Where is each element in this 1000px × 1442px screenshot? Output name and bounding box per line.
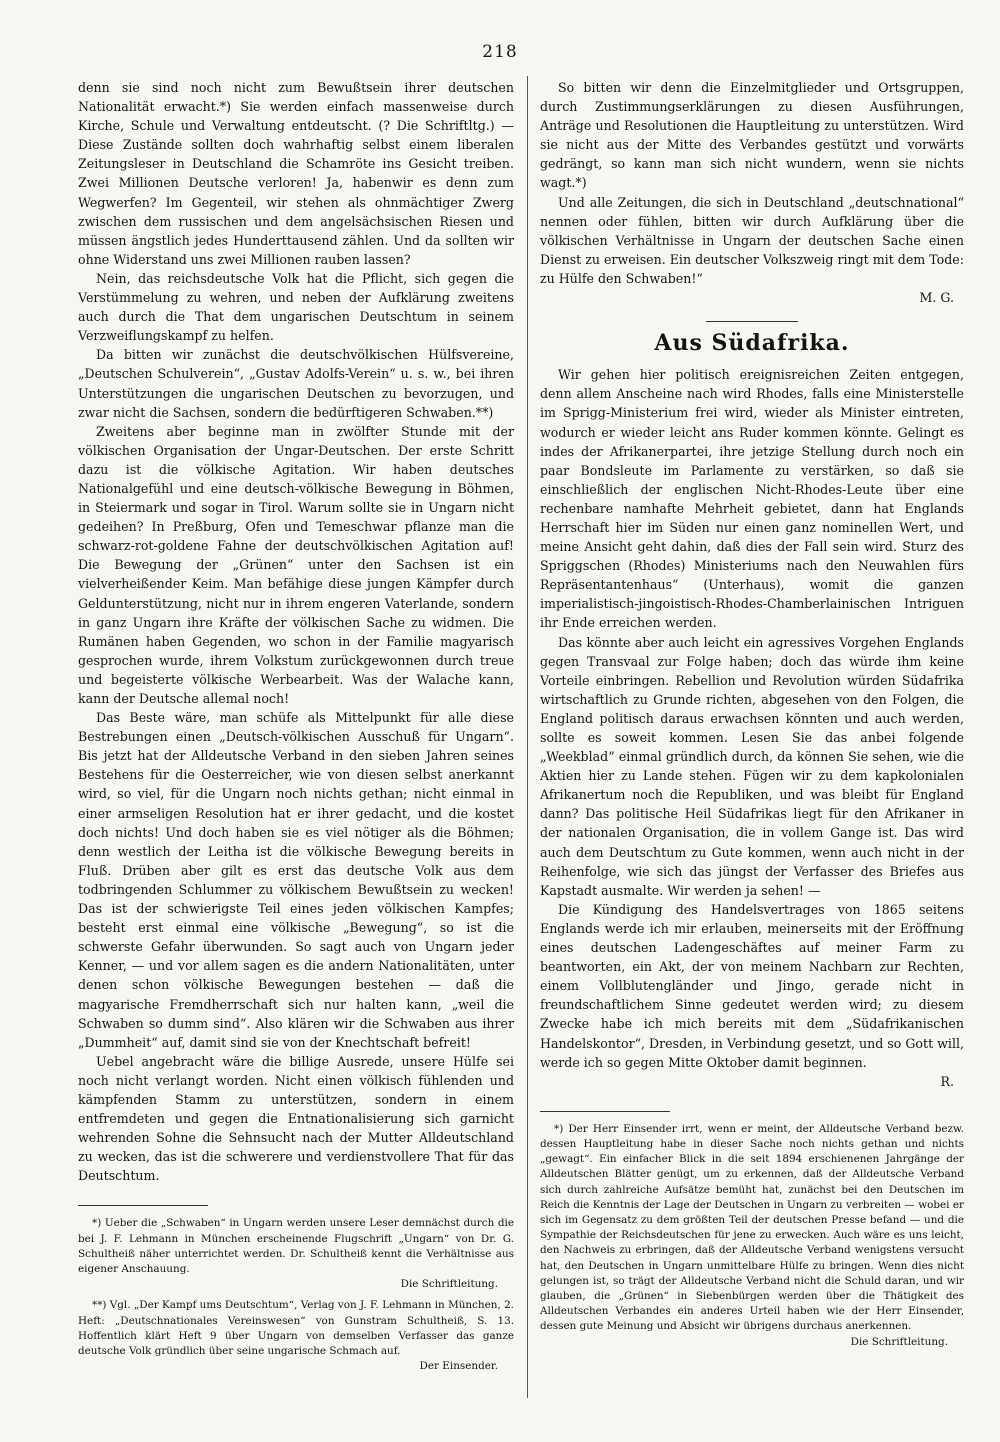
right-paragraph-2: Und alle Zeitungen, die sich in Deutschland „deutschnational“ nennen oder fühlen, bitten wir durch Aufklärung über die völkischen Verhältnisse in Ungarn der deutschen Sache einen Dienst zu erweisen. Ein deutscher Volkszweig ringt mit dem Tode: zu Hülfe den Schwaben!“ bbox=[540, 194, 964, 286]
footnote-hauptleitung bbox=[540, 1122, 964, 1350]
left-paragraph-3: Da bitten wir zunächst die deutschvölkischen Hülfsvereine, „Deutschen Schulverein“, „Gustav Adolfs-Verein“ u. s. w., bei ihren Unterstützungen die ungarischen Deutschen zu bevorzugen, und zwar nicht die Sachsen, sondern die bedürftigeren Schwaben.**) bbox=[78, 347, 514, 420]
article-paragraph-2: Das könnte aber auch leicht ein agressives Vorgehen Englands gegen Transvaal zur Folge haben; doch das würde ihm keine Vorteile einbringen. Rebellion und Revolution würden Südafrika wirtschaftlich zu Grunde richten, abgesehen von den Folgen, die England politisch daraus erwachsen könnten und auch werden, sollte es soweit kommen. Lesen Sie das anbei folgende „Weekblad“ einmal gründlich durch, da können Sie sehen, wie die Aktien hier zu Lande stehen. Fügen wir zu dem kapkolonialen Afrikanertum noch die Republiken, und was bleibt für England dann? Das politische Heil Südafrikas liegt für den Afrikaner in der nationalen Organisation, die in vollem Gange ist. Das wird auch dem Deutschtum zu Gute kommen, wenn auch nicht in der Reihenfolge, wie sich das jüngst der Verfasser des Briefes aus Kapstadt ausmalte. Wir werden ja sehen! — bbox=[540, 634, 964, 898]
footnote-text: *) Ueber die „Schwaben“ in Ungarn werden unsere Leser demnächst durch die bei J. F. Lehmann in München erscheinende Flugschrift „Ungarn“ von Dr. G. Schultheiß näher unterrichtet werden. Dr. Schultheiß kennt die Verhältnisse aus eigener Anschauung. bbox=[78, 1217, 514, 1276]
article-paragraph-3: Die Kündigung des Handelsvertrages von 1865 seitens Englands werde ich mir erlauben, meinerseits mit der Eröffnung eines deutschen Ladengeschäftes auf meiner Farm zu beantworten, ein Akt, der von meinem Nachbarn zur Rechten, einem Vollblutengländer und Jingo, gerade nicht in freundschaftlichem Sinne gedeutet werden wird; zu diesem Zwecke habe ich mich bereits mit dem „Südafrikanischen Handelskontor“, Dresden, in Verbindung gesetzt, und so Gott will, werde ich so gegen Mitte Oktober damit beginnen. bbox=[540, 901, 964, 1070]
right-paragraph-1: So bitten wir denn die Einzelmitglieder und Ortsgruppen, durch Zustimmungserklärungen zu diesen Ausführungen, Anträge und Resolutionen die Hauptleitung zu unterstützen. Wird sie nicht aus der Mitte des Verbandes gestützt und vorwärts gedrängt, so kann man sich nicht wundern, wenn sie nichts wagt.*) bbox=[540, 80, 964, 191]
article-title: Aus Südafrika. bbox=[654, 330, 850, 357]
footnote-signature: Die Schriftleitung. bbox=[850, 1335, 948, 1348]
left-paragraph-1: denn sie sind noch nicht zum Bewußtsein ihrer deutschen Nationalität erwacht.*) Sie werden einfach massenweise durch Kirche, Schule und Verwaltung entdeutscht. (? Die Schriftltg.) — Diese Zustände sollten doch wahrhaftig selbst einem liberalen Zeitungsleser in Deutschland die Schamröte ins Gesicht treiben. Zwei Millionen Deutsche verloren! Ja, habenwir es denn zum Wegwerfen? Im Gegenteil, wir stehen als ohnmächtiger Zwerg zwischen dem russischen und dem angelsächsischen Riesen und müssen ängstlich jedes Hunderttausend zählen. Und da sollten wir ohne Widerstand uns zwei Millionen rauben lassen? bbox=[78, 80, 514, 267]
left-paragraph-4: Zweitens aber beginne man in zwölfter Stunde mit der völkischen Organisation der Ungar-Deutschen. Der erste Schritt dazu ist die völkische Agitation. Wir haben deutsches Nationalgefühl und eine deutsch-völkische Bewegung in Böhmen, in Steiermark und sogar in Tirol. Warum sollte sie in Ungarn nicht gedeihen? In Preßburg, Ofen und Temeschwar pflanze man die schwarz-rot-goldene Fahne der deutschvölkischen Agitation auf! Die Bewegung der „Grünen“ unter den Sachsen ist ein vielverheißender Keim. Man befähige diese jungen Kämpfer durch Geldunterstützung, nicht nur in ihrem engeren Vaterlande, sondern in ganz Ungarn ihre Kräfte der völkischen Sache zu widmen. Die Rumänen haben Gegenden, wo schon in der Familie magyarisch gesprochen wurde, ihrem Volkstum zurückgewonnen durch treue und begeisterte völkische Werbearbeit. Was der Walache kann, kann der Deutsche allemal noch! bbox=[78, 423, 514, 706]
left-column bbox=[78, 78, 514, 1374]
footnote-text: *) Der Herr Einsender irrt, wenn er meint, der Alldeutsche Verband bezw. dessen Hauptleitung habe in dieser Sache noch nichts gethan und nichts „gewagt“. Ein einfacher Blick in die seit 1894 erschienenen Jahrgänge der Alldeutschen Blätter genügt, um zu erkennen, daß der Alldeutsche Verband sich durch zahlreiche Aufsätze bemüht hat, zunächst bei den Deutschen im Reich die Kenntnis der Lage der Deutschen in Ungarn zu verbreiten — wobei er sich im Gegensatz zu dem größten Teil der deutschen Presse befand — und die Sympathie der Reichsdeutschen für jene zu erwecken. Auch wäre es uns leicht, den Nachweis zu erbringen, daß der Alldeutsche Verband wenigstens versucht hat, den Deutschen in Ungarn unmittelbare Hülfe zu bringen. Wenn dies nicht gelungen ist, so trägt der Alldeutsche Verband nicht die Schuld daran, und wir glauben, die „Grünen“ in Siebenbürgen werden über die Thätigkeit des Alldeutschen Verbandes ein anderes Urteil haben wie der Herr Einsender, dessen gute Meinung und Absicht wir übrigens durchaus anerkennen. bbox=[540, 1122, 964, 1333]
footnote-divider bbox=[540, 1111, 670, 1112]
article-signature: R. bbox=[940, 1073, 954, 1089]
left-footnotes bbox=[78, 1205, 514, 1374]
left-paragraph-6: Uebel angebracht wäre die billige Ausrede, unsere Hülfe sei noch nicht verlangt worden. Nicht einen völkisch fühlenden und kämpfenden Stamm zu unterstützen, sondern in einem entfremdeten und gegen die Entnationalisierung sich garnicht wehrenden Sohne die Sehnsucht nach der Mutter Alldeutschland zu wecken, das ist die schwerere und verdienstvollere That für das Deutschtum. bbox=[78, 1053, 514, 1184]
column-divider bbox=[527, 76, 528, 1398]
author-signature: M. G. bbox=[919, 290, 954, 306]
left-paragraph-5: Das Beste wäre, man schüfe als Mittelpunkt für alle diese Bestrebungen einen „Deutsch-völkischen Ausschuß für Ungarn“. Bis jetzt hat der Alldeutsche Verband in den sieben Jahren seines Bestehens für die Oesterreicher, wie von diesen selbst anerkannt wird, so viel, für die Ungarn noch nichts gethan; nicht einmal in einer armseligen Resolution hat er ihrer gedacht, und die kostet doch nichts! Und doch haben sie es viel nötiger als die Böhmen; denn westlich der Leitha ist die völkische Bewegung bereits in Fluß. Drüben aber gilt es erst das deutsche Volk aus dem todbringenden Schlummer zu völkischem Bewußtsein zu wecken! Das ist der schwierigste Teil eines jeden völkischen Kampfes; besteht erst einmal eine völkische „Bewegung“, so ist die schwerste Gefahr überwunden. So sagt auch von Ungarn jeder Kenner, — und vor allem sagen es die andern Nationalitäten, unter denen schon völkische Bewegungen bestehen — daß die magyarische Fremdherrschaft sich nur halten kann, „weil die Schwaben so dumm sind“. Also klären wir die Schwaben aus ihrer „Dummheit“ auf, damit sind sie von der Knechtschaft befreit! bbox=[78, 710, 514, 1050]
left-paragraph-2: Nein, das reichsdeutsche Volk hat die Pflicht, sich gegen die Verstümmelung zu wehren, und neben der Aufklärung zweitens auch durch die That dem ungarischen Deutschtum in seinem Verzweiflungskampf zu helfen. bbox=[78, 270, 514, 344]
right-column bbox=[540, 78, 964, 1350]
footnote-divider bbox=[78, 1205, 208, 1206]
article-paragraph-1: Wir gehen hier politisch ereignisreichen Zeiten entgegen, denn allem Anscheine nach wird Rhodes, falls eine Ministerstelle im Sprigg-Ministerium frei wird, wieder als Minister eintreten, wodurch er wieder leicht ans Ruder kommen könnte. Gelingt es indes der Afrikanerpartei, ihre jetzige Stellung durch noch ein paar Bondsleute im Parlamente zu verstärken, so daß sie einschließlich der englischen Nicht-Rhodes-Leute über eine rechenbare namhafte Mehrheit gebietet, dann hat Englands Herrschaft hier im Süden nur einen ganz nominellen Wert, und meine Ansicht geht dahin, daß dies der Fall sein wird. Sturz des Spriggschen (Rhodes) Ministeriums nach den Neuwahlen fürs Repräsentantenhaus“ (Unterhaus), womit die ganzen imperialistisch-jingoistisch-Rhodes-Chamberlainischen Intriguen ihr Ende erreichen werden. bbox=[540, 367, 964, 631]
right-footnotes bbox=[540, 1111, 964, 1350]
page-number: 218 bbox=[482, 42, 518, 62]
footnote-signature: Der Einsender. bbox=[419, 1360, 498, 1373]
section-divider bbox=[706, 321, 798, 322]
footnote-text: **) Vgl. „Der Kampf ums Deutschtum“, Verlag von J. F. Lehmann in München, 2. Heft: „Deutschnationales Vereinswesen“ von Gunstram Schultheiß, S. 13. Hoffentlich klärt Heft 9 über Ungarn von demselben Verfasser das ganze deutsche Volk gründlich über seine ungarische Schmach auf. bbox=[78, 1299, 514, 1358]
footnote-schwaben bbox=[78, 1216, 514, 1292]
footnote-kampf bbox=[78, 1298, 514, 1374]
footnote-signature: Die Schriftleitung. bbox=[400, 1278, 498, 1291]
